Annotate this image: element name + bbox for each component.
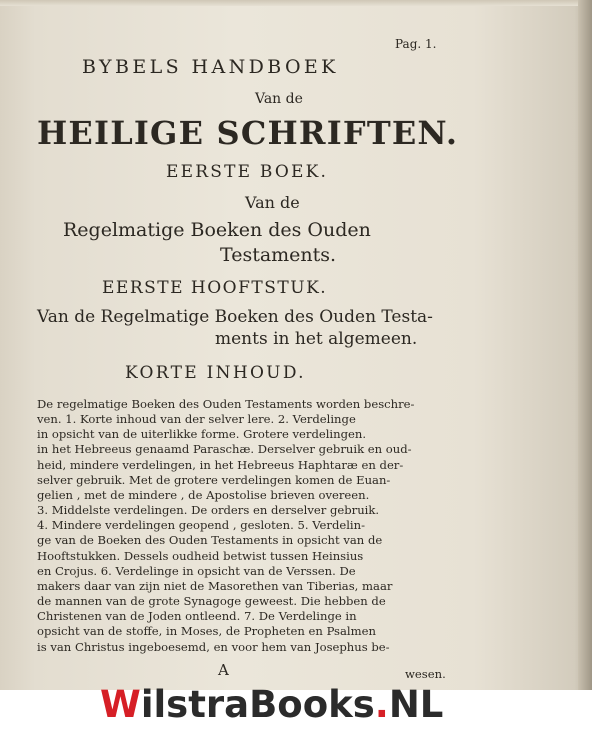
body-line: 4. Mindere verdelingen geopend , gesloten. 5. Verdelin- bbox=[37, 518, 366, 533]
body-line: De regelmatige Boeken des Ouden Testaments worden beschre- bbox=[37, 397, 415, 411]
catchword: wesen. bbox=[405, 667, 446, 681]
body-line: is van Christus ingeboesemd, en voor hem van Josephus be- bbox=[37, 639, 390, 654]
watermark-dot: . bbox=[374, 683, 389, 726]
body-line: Hooftstukken. Dessels oudheid betwist tussen Heinsius bbox=[37, 548, 364, 563]
book-heading: EERSTE BOEK. bbox=[166, 162, 329, 182]
body-line: makers daar van zijn niet de Masorethen van Tiberias, maar bbox=[37, 578, 393, 593]
page-top-edge bbox=[0, 0, 592, 6]
signature-mark: A bbox=[218, 661, 229, 679]
body-line: de mannen van de grote Synagoge geweest. Die hebben de bbox=[37, 594, 386, 609]
title-van-de: Van de bbox=[255, 91, 303, 107]
body-line: in opsicht van de uiterlikke forme. Grotere verdelingen. bbox=[37, 427, 367, 442]
watermark-tld: NL bbox=[388, 683, 444, 726]
chapter-heading: EERSTE HOOFTSTUK. bbox=[102, 278, 328, 298]
chapter-subtitle-line-2: ments in het algemeen. bbox=[215, 329, 418, 349]
subheading-regelmatige-boeken: Regelmatige Boeken des Ouden bbox=[63, 219, 371, 241]
subheading-testaments: Testaments. bbox=[220, 244, 337, 266]
body-line: opsicht van de stoffe, in Moses, de Propheten en Psalmen bbox=[37, 624, 376, 639]
body-line: Christenen van de Joden ontleend. 7. De Verdelinge in bbox=[37, 609, 357, 624]
page-number: Pag. 1. bbox=[395, 37, 437, 51]
summary-heading: KORTE INHOUD. bbox=[125, 363, 306, 383]
body-line: 3. Middelste verdelingen. De orders en derselver gebruik. bbox=[37, 503, 380, 518]
title-heilige-schriften: HEILIGE SCHRIFTEN. bbox=[37, 114, 459, 152]
watermark-name: ilstraBooks bbox=[140, 683, 375, 726]
body-line: ven. 1. Korte inhoud van der selver lere. 2. Verdelinge bbox=[37, 412, 356, 427]
chapter-subtitle-line-1: Van de Regelmatige Boeken des Ouden Testa- bbox=[37, 307, 433, 327]
page-edge-shadow bbox=[578, 0, 592, 690]
watermark-initial: W bbox=[100, 683, 141, 726]
body-line: selver gebruik. Met de grotere verdelingen komen de Euan- bbox=[37, 472, 391, 487]
body-line: ge van de Boeken des Ouden Testaments in opsicht van de bbox=[37, 533, 383, 548]
body-line: gelien , met de mindere , de Apostolise brieven overeen. bbox=[37, 487, 370, 502]
body-line: en Crojus. 6. Verdelinge in opsicht van de Verssen. De bbox=[37, 563, 356, 578]
summary-body bbox=[37, 397, 447, 655]
body-line: heid, mindere verdelingen, in het Hebreeus Haphtaræ en der- bbox=[37, 457, 404, 472]
title-bybels-handboek: BYBELS HANDBOEK bbox=[82, 56, 339, 78]
subheading-van-de: Van de bbox=[245, 193, 300, 212]
watermark-logo bbox=[100, 683, 443, 726]
body-line: in het Hebreeus genaamd Paraschæ. Derselver gebruik en oud- bbox=[37, 442, 412, 457]
